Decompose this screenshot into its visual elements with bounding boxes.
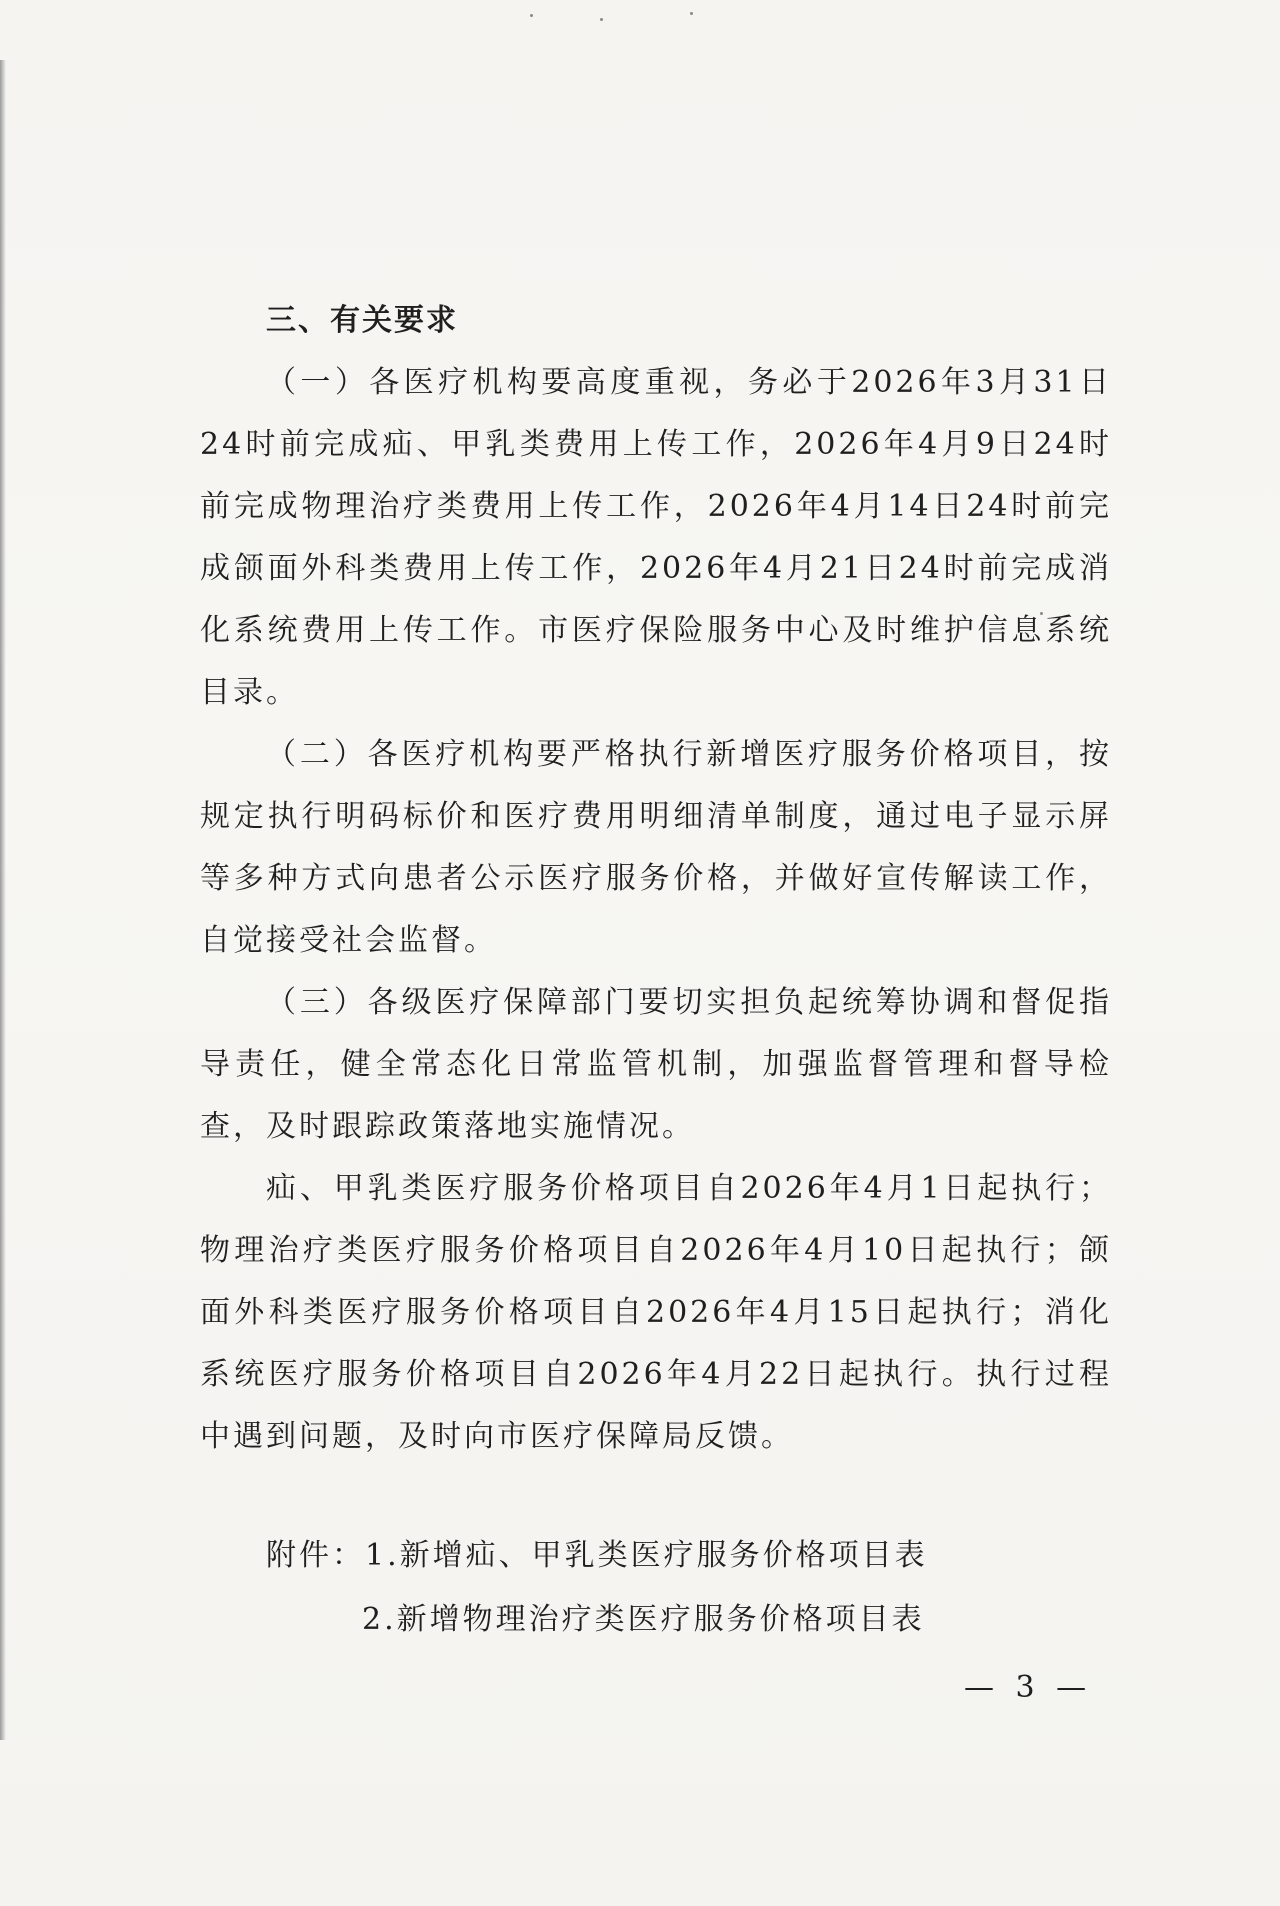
paragraph-2: （二）各医疗机构要严格执行新增医疗服务价格项目，按规定执行明码标价和医疗费用明细清单制度，通过电子显示屏等多种方式向患者公示医疗服务价格，并做好宣传解读工作，自觉接受社会监督。 xyxy=(200,737,1112,958)
scan-speck xyxy=(530,14,533,17)
section-heading: 三、有关要求 xyxy=(266,303,458,338)
scan-speck xyxy=(690,12,693,15)
attachment-item-2: 2.新增物理治疗类医疗服务价格项目表 xyxy=(362,1602,925,1637)
attachment-row xyxy=(200,1588,1112,1652)
scan-speck xyxy=(600,18,603,21)
attachments-label: 附件： xyxy=(266,1538,365,1573)
document-body xyxy=(200,290,1112,1652)
attachments-list xyxy=(200,1524,1112,1652)
page-number: — 3 — xyxy=(964,1670,1093,1705)
attachment-row xyxy=(200,1524,1112,1588)
scan-edge-shadow xyxy=(0,60,6,1740)
paragraph-4: 疝、甲乳类医疗服务价格项目自2026年4月1日起执行；物理治疗类医疗服务价格项目自2026年4月10日起执行；颌面外科类医疗服务价格项目自2026年4月15日起执行；消化系统医疗服务价格项目自2026年4月22日起执行。执行过程中遇到问题，及时向市医疗保障局反馈。 xyxy=(200,1171,1112,1454)
attachment-item-1: 1.新增疝、甲乳类医疗服务价格项目表 xyxy=(365,1538,928,1573)
paragraph-3: （三）各级医疗保障部门要切实担负起统筹协调和督促指导责任，健全常态化日常监管机制，加强监督管理和督导检查，及时跟踪政策落地实施情况。 xyxy=(200,985,1112,1144)
paragraph-1: （一）各医疗机构要高度重视，务必于2026年3月31日24时前完成疝、甲乳类费用上传工作，2026年4月9日24时前完成物理治疗类费用上传工作，2026年4月14日24时前完成颌面外科类费用上传工作，2026年4月21日24时前完成消化系统费用上传工作。市医疗保险服务中心及时维护信息系统目录。 xyxy=(200,365,1112,710)
